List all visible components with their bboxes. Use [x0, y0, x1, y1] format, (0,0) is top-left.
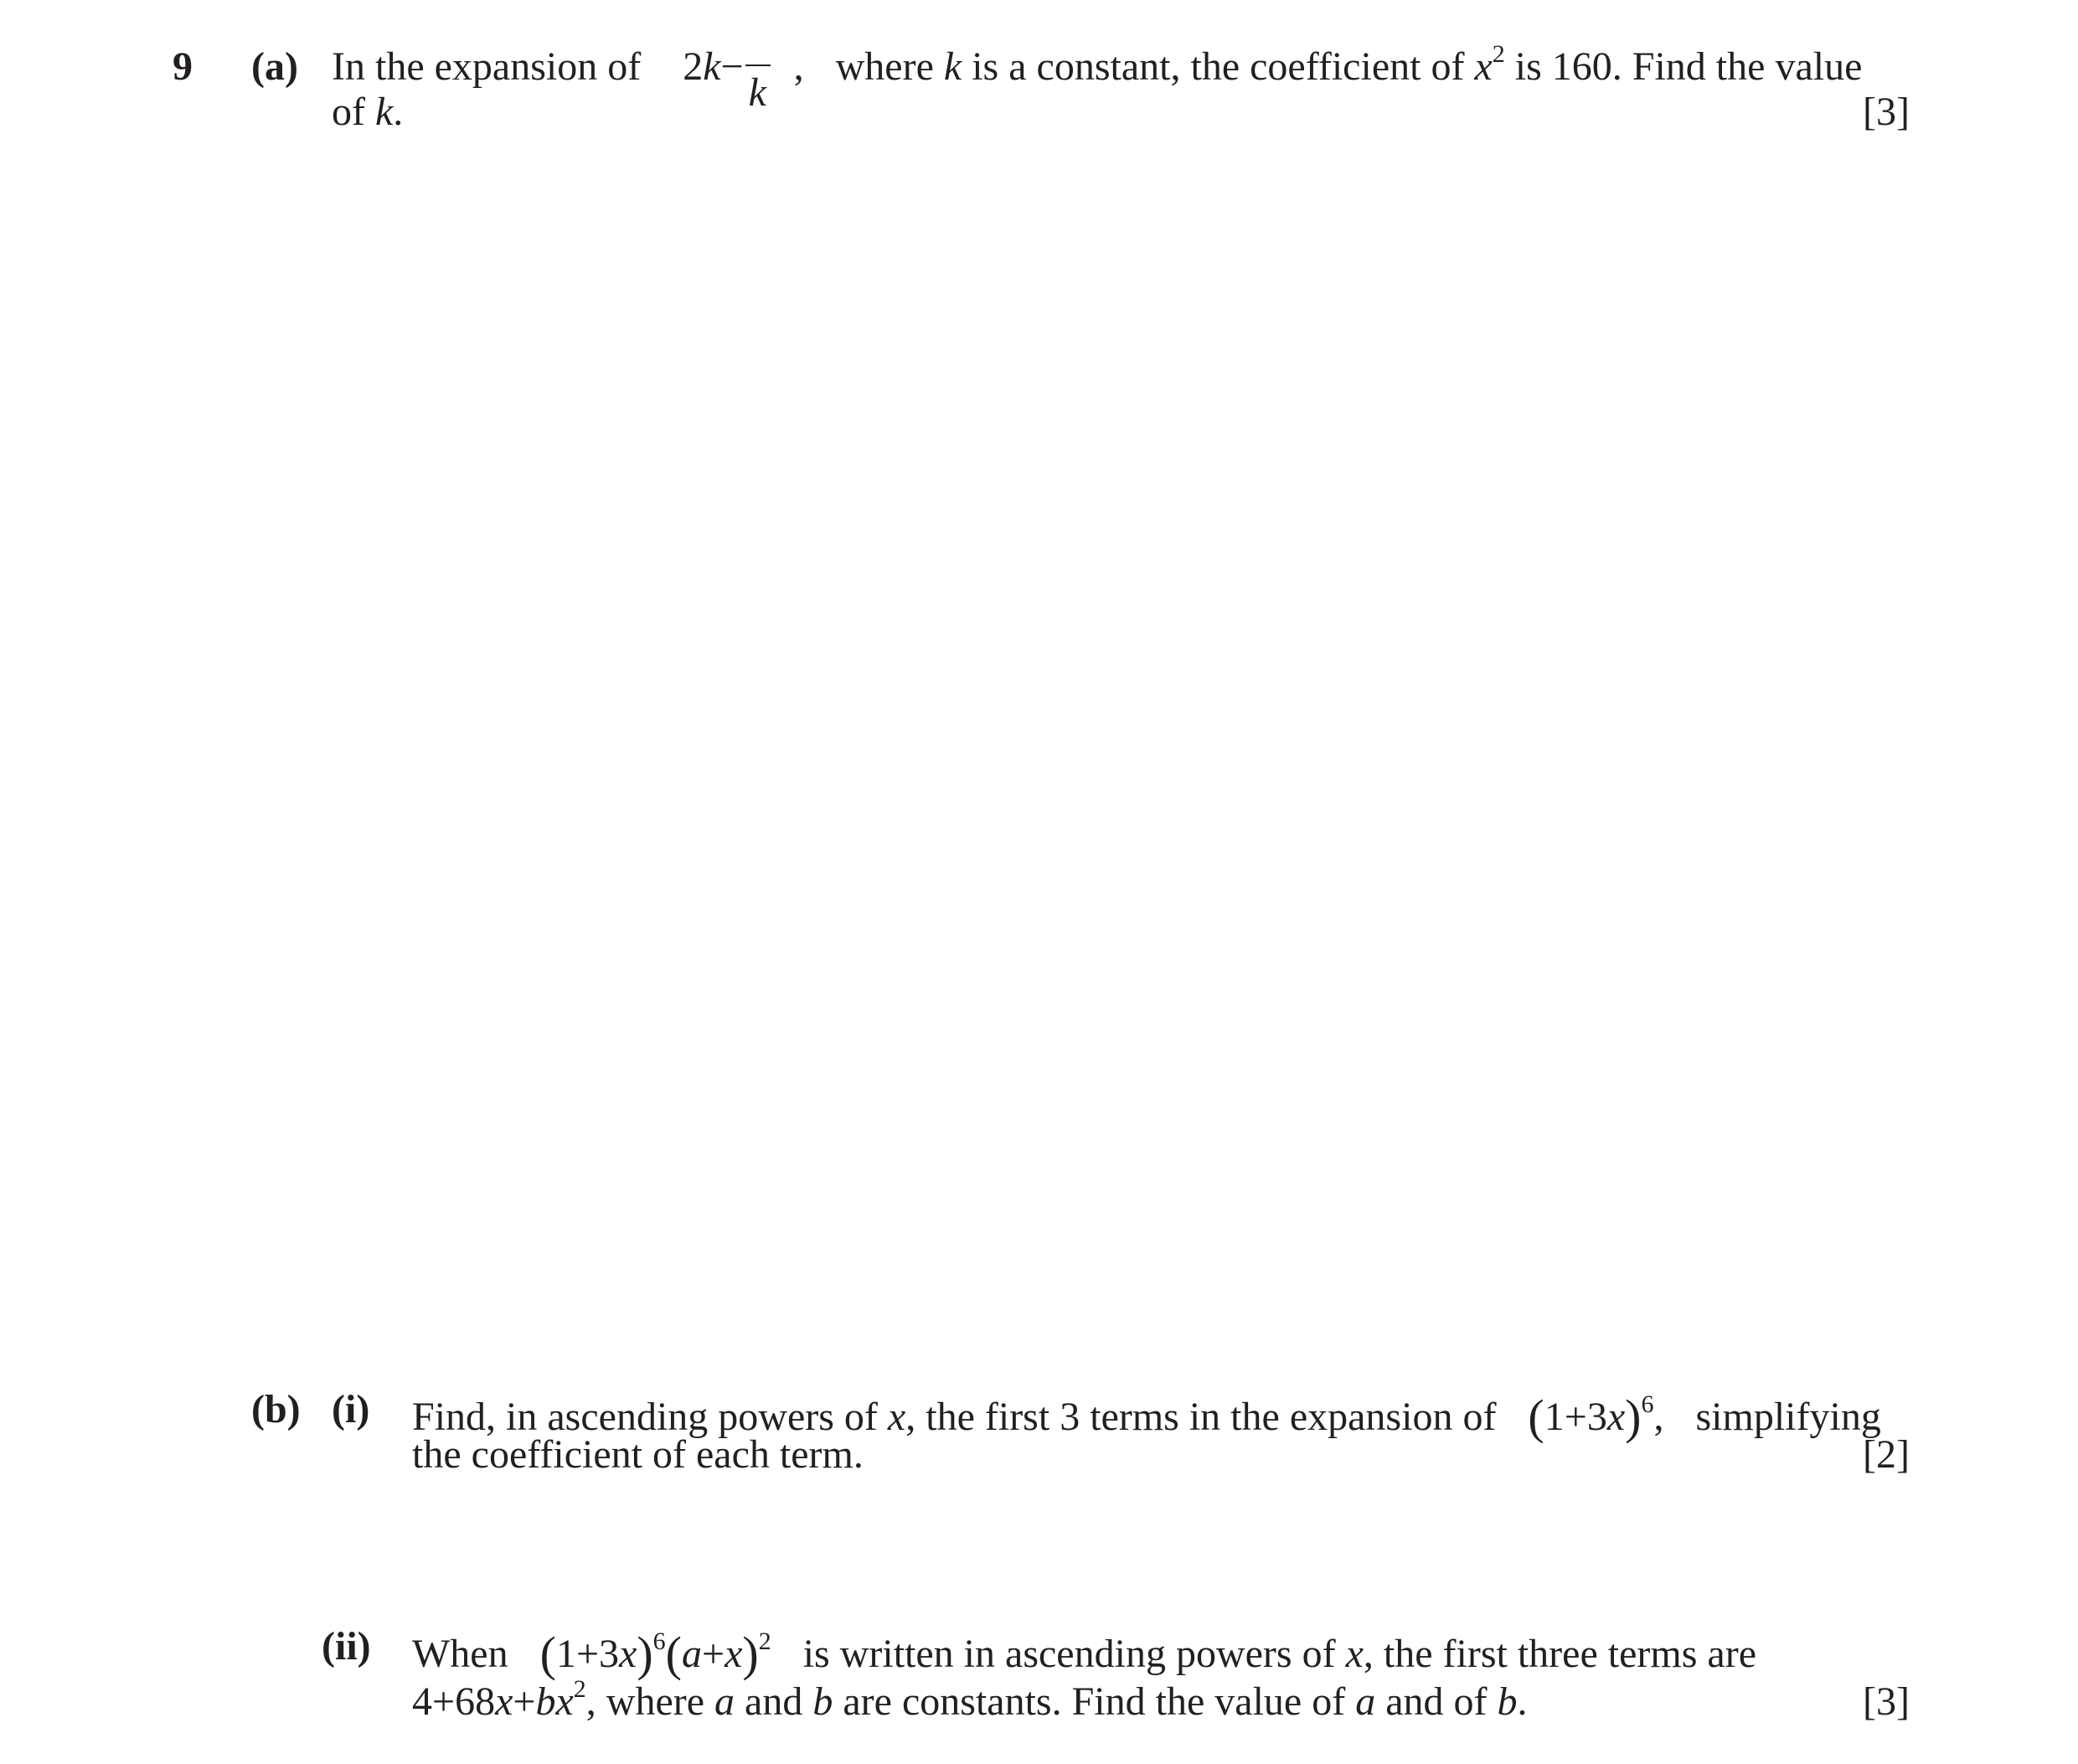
part-a-expr: 2k− k [683, 44, 775, 89]
part-b-i-label: (i) [332, 1387, 370, 1431]
part-b-ii-marks: [3] [1863, 1679, 1910, 1724]
part-b-ii-line1: When $(1+3x)^6(a+x)^2$ is written in ascending powers of x, the first three terms are [412, 1627, 1756, 1681]
part-b-i-marks: [2] [1863, 1432, 1910, 1477]
part-a-label: (a) [251, 44, 298, 89]
part-a-comma: , [793, 44, 804, 89]
part-b-ii-expr: $(1+3x)^6(a+x)^2$ [539, 1627, 771, 1681]
part-a-line2: of k. [332, 90, 404, 134]
part-a-intro: In the expansion of [332, 44, 642, 89]
question-number: 9 [173, 44, 193, 89]
part-b-i-line2: the coefficient of each term. [412, 1432, 864, 1477]
part-b-ii-label: (ii) [322, 1624, 371, 1669]
part-b-i-expr: $(1+3x)^6$ [1528, 1390, 1654, 1444]
part-b-ii-line2: $4+68x+bx^2$, where a and b are constants. Find the value of a and of b. [412, 1675, 1528, 1724]
part-b-label: (b) [251, 1387, 301, 1431]
part-a-marks: [3] [1863, 90, 1910, 134]
fraction: k [744, 49, 776, 91]
part-a-line1: In the expansion of 2k− k , where k is a constant, the coefficient of $x^2$ is 160. Find the value [332, 40, 1863, 115]
part-b-ii-line2-expr: $4+68x+bx^2$ [412, 1675, 586, 1724]
part-b-i-line1: Find, in ascending powers of x, the first 3 terms in the expansion of $(1+3x)^6$, simplifying [412, 1390, 1881, 1444]
